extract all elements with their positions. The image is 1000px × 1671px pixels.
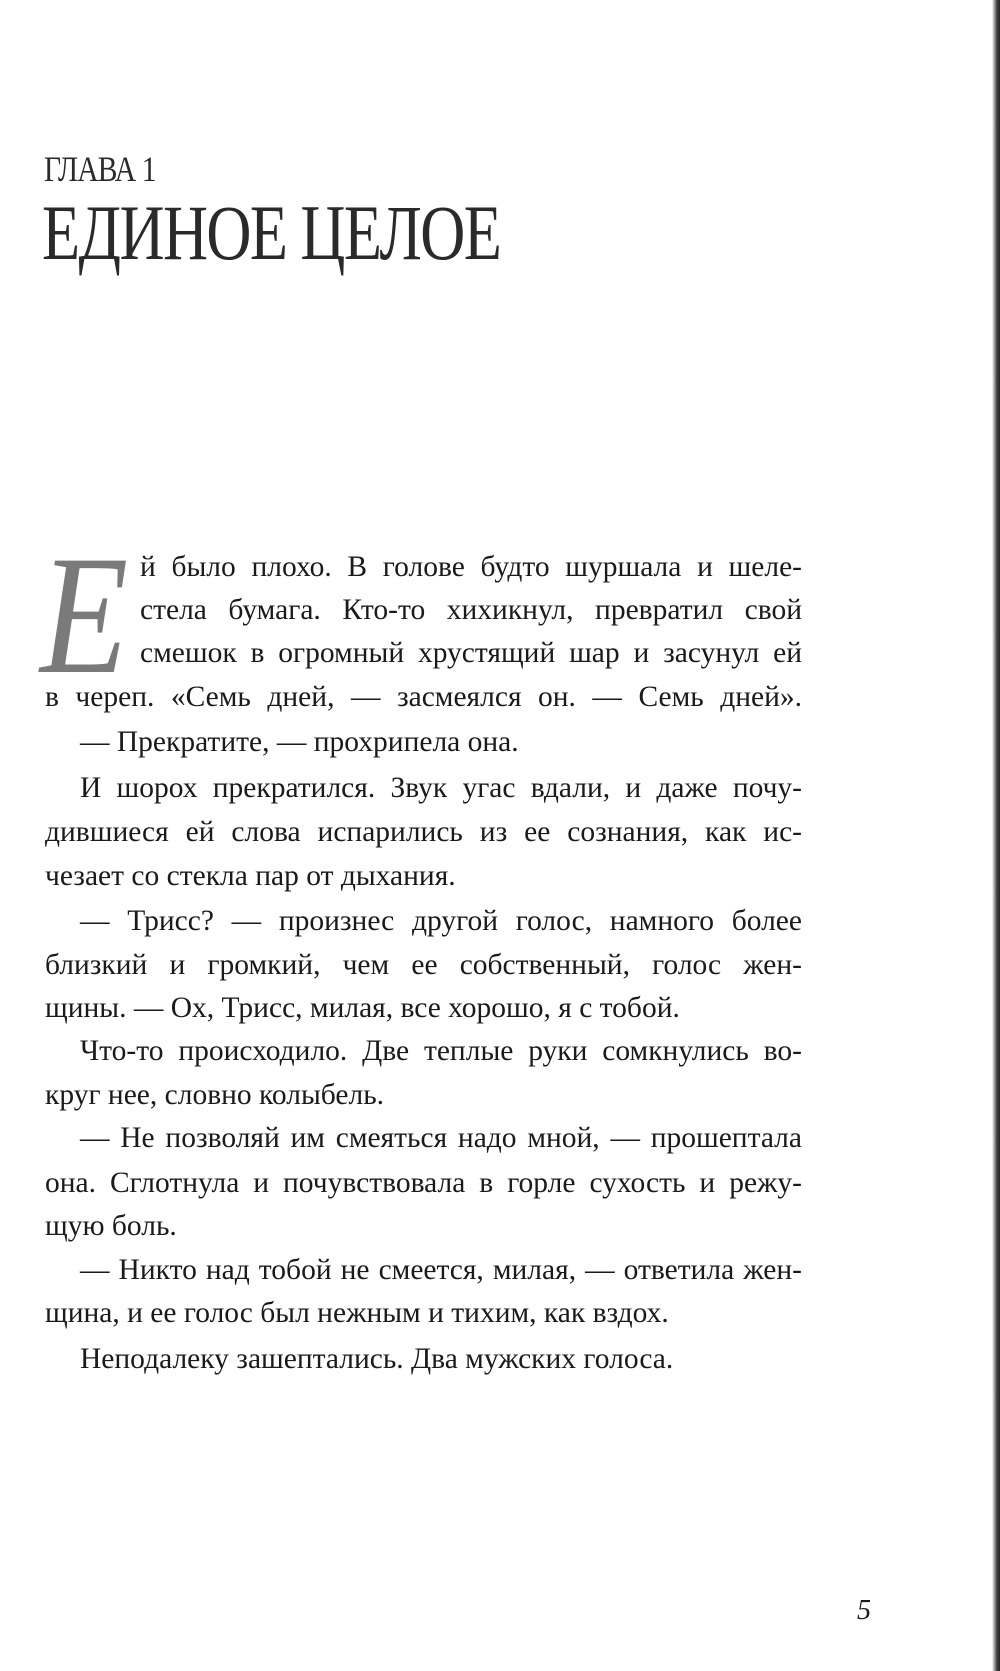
text-line: стела бумага. Кто-то хихикнул, превратил свой [140,594,802,626]
text-line: — Не позволяй им смеяться надо мной, — прошептала [80,1122,802,1154]
text-line: Неподалеку зашептались. Два мужских голоса. [80,1343,674,1375]
text-line: круг нее, словно колыбель. [45,1079,385,1111]
chapter-label: ГЛАВА 1 [44,149,156,189]
text-line: щина, и ее голос был нежным и тихим, как вздох. [45,1297,669,1329]
page-edge [992,0,1000,1671]
text-line: она. Сглотнула и почувствовала в горле сухость и режу- [45,1167,802,1199]
text-line: й было плохо. В голове будто шуршала и шеле- [140,551,802,583]
text-line: — Прекратите, — прохрипела она. [80,726,519,758]
drop-cap: Е [40,521,129,709]
text-line: И шорох прекратился. Звук угас вдали, и даже почу- [80,772,802,804]
text-line: Что-то происходило. Две теплые руки сомкнулись во- [80,1035,802,1067]
text-line: в череп. «Семь дней, — засмеялся он. — Семь дней». [45,681,802,713]
chapter-title: ЕДИНОЕ ЦЕЛОЕ [42,189,501,276]
text-line: чезает со стекла пар от дыхания. [45,860,456,892]
text-line: дившиеся ей слова испарились из ее сознания, как ис- [45,816,802,848]
text-line: близкий и громкий, чем ее собственный, голос жен- [45,949,802,981]
page-number: 5 [857,1595,871,1626]
text-line: смешок в огромный хрустящий шар и засунул ей [140,637,802,669]
text-line: щины. — Ох, Трисс, милая, все хорошо, я с тобой. [45,992,680,1024]
text-line: — Трисс? — произнес другой голос, намного более [80,905,802,937]
text-line: — Никто над тобой не смеется, милая, — ответила жен- [80,1254,802,1286]
text-line: щую боль. [45,1210,177,1242]
